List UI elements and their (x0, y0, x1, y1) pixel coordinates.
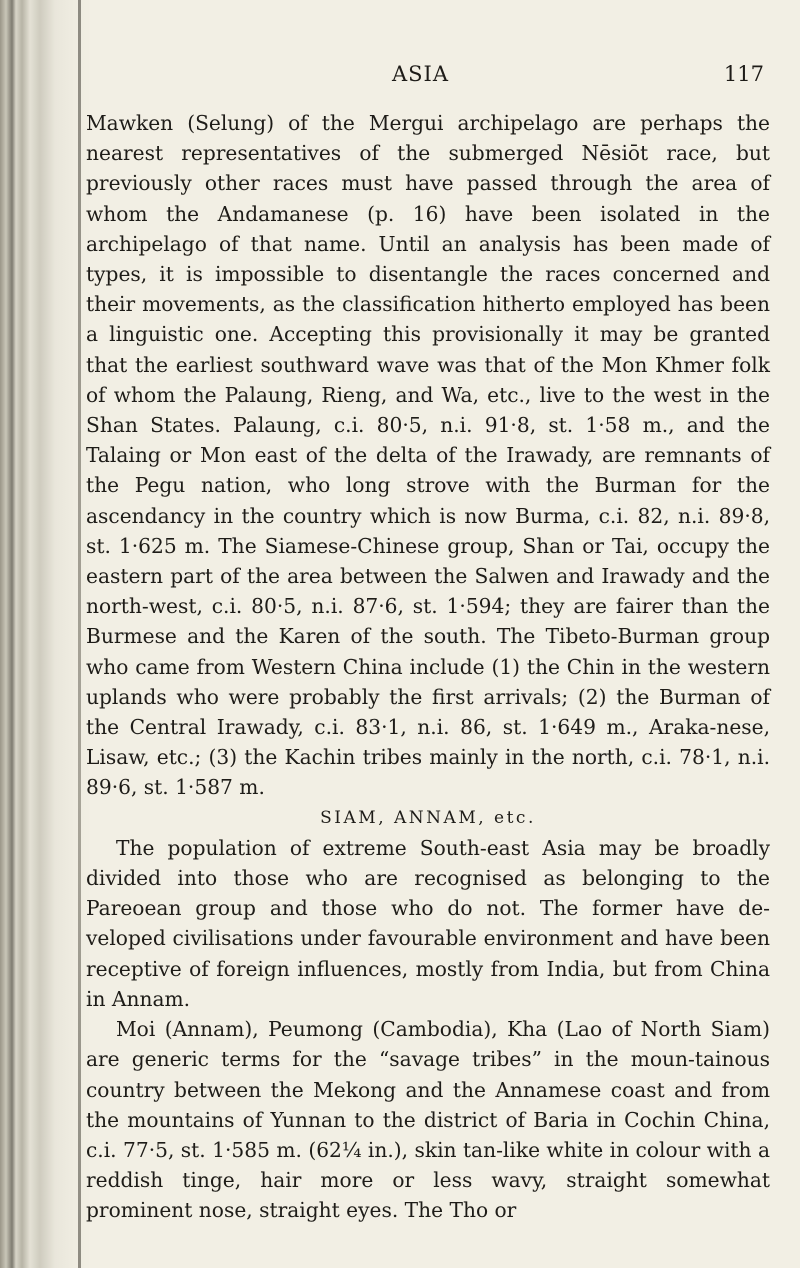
paragraph-1: Mawken (Selung) of the Mergui archipelago are perhaps the nearest representatives of the submerged Nēsiōt race, but previously other races must have passed through the area of whom the Andamanese (p. 16) have been isolated in the archipelago of that name. Until an analysis has been made of types, it is impossible to disentangle the races concerned and their movements, as the classification hitherto employed has been a linguistic one. Accepting this provisionally it may be granted that the earliest southward wave was that of the Mon Khmer folk of whom the Palaung, Rieng, and Wa, etc., live to the west in the Shan States. Palaung, c.i. 80·5, n.i. 91·8, st. 1·58 m., and the Talaing or Mon east of the delta of the Irawady, are remnants of the Pegu nation, who long strove with the Burman for the ascendancy in the country which is now Burma, c.i. 82, n.i. 89·8, st. 1·625 m. The Siamese-Chinese group, Shan or Tai, occupy the eastern part of the area between the Salwen and Irawady and the north-west, c.i. 80·5, n.i. 87·6, st. 1·594; they are fairer than the Burmese and the Karen of the south. The Tibeto-Burman group who came from Western China include (1) the Chin in the western uplands who were probably the first arrivals; (2) the Burman of the Central Irawady, c.i. 83·1, n.i. 86, st. 1·649 m., Araka-nese, Lisaw, etc.; (3) the Kachin tribes mainly in the north, c.i. 78·1, n.i. 89·6, st. 1·587 m. (86, 111, 770, 800)
running-head (82, 62, 772, 92)
running-title: ASIA (392, 62, 450, 86)
paragraph-2: The population of extreme South-east Asia may be broadly divided into those who are recognised as belonging to the Pareoean group and those who do not. The former have de-veloped civilisations under favourable environment and have been receptive of foreign influences, mostly from India, but from China in Annam. (86, 835, 770, 1011)
section-heading: SIAM, ANNAM, etc. (320, 807, 536, 828)
body-text (86, 108, 770, 1226)
paragraph-3: Moi (Annam), Peumong (Cambodia), Kha (Lao of North Siam) are generic terms for the “savage tribes” in the moun-tainous country between the Mekong and the Annamese coast and from the mountains of Yunnan to the district of Baria in Cochin China, c.i. 77·5, st. 1·585 m. (62¼ in.), skin tan-like white in colour with a reddish tinge, hair more or less wavy, straight somewhat prominent nose, straight eyes. The Tho or (86, 1017, 770, 1223)
page-number: 117 (723, 62, 764, 86)
binding-shadow-line (78, 0, 81, 1268)
book-page (82, 0, 772, 1268)
